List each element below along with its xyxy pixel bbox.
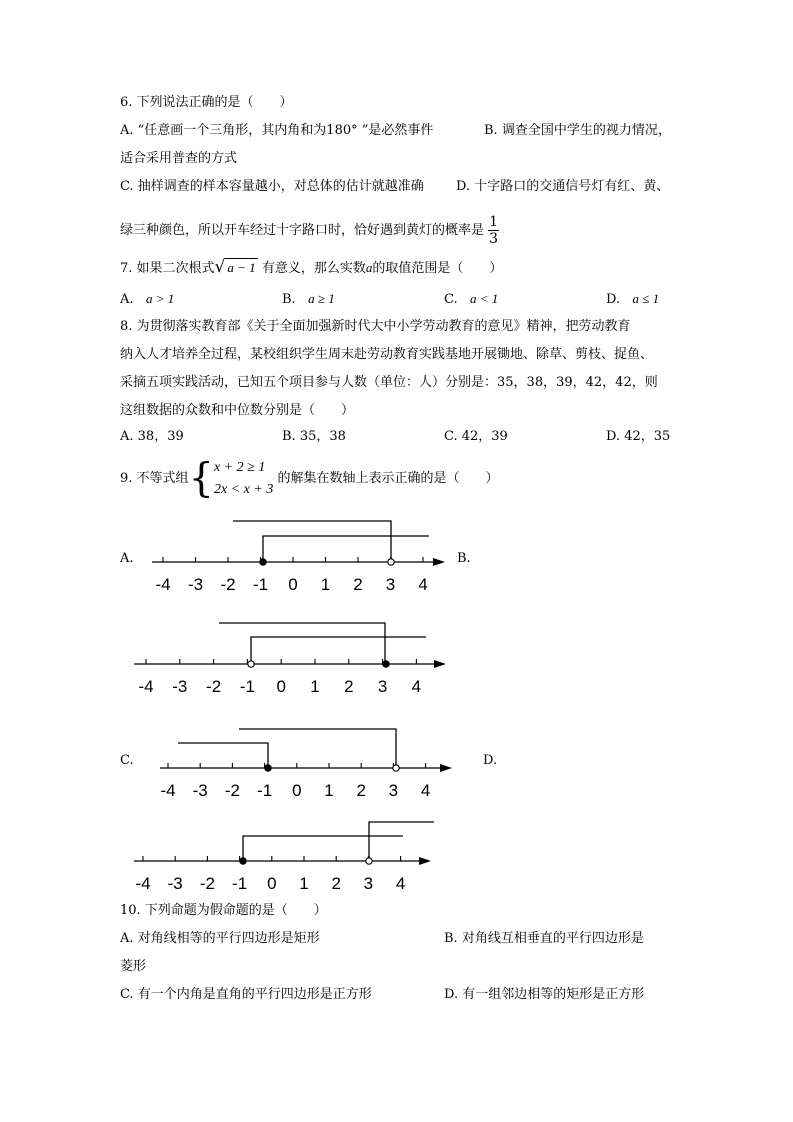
tick-label: -1: [257, 781, 273, 800]
q6-option-c: C. 抽样调查的样本容量越小，对总体的估计就越准确: [120, 179, 424, 194]
tick-label: 3: [363, 874, 374, 893]
q9-prefix: 9. 不等式组: [120, 471, 189, 486]
tick-label: 0: [288, 575, 298, 594]
tick-label: 4: [418, 575, 428, 594]
solution-bracket: [369, 822, 434, 861]
solution-bracket: [219, 623, 385, 664]
tick-label: -4: [155, 575, 171, 594]
tick-label: -1: [232, 874, 248, 893]
q8-option-c: C. 42，39: [444, 429, 508, 444]
arrow-right-icon: [440, 764, 452, 772]
q8-line-4: 这组数据的众数和中位数分别是（ ）: [120, 403, 355, 418]
hollow-dot-icon: [248, 661, 254, 667]
tick-label: 2: [344, 677, 354, 696]
q7-stem-c: 的取值范围是（ ）: [372, 261, 503, 276]
q7-option-b: B. a ≥ 1: [282, 291, 335, 307]
solid-dot-icon: [260, 559, 266, 565]
tick-label: -4: [135, 874, 151, 893]
solution-bracket: [263, 536, 429, 562]
solution-bracket: [251, 637, 426, 664]
q7-stem-b: 有意义，那么实数: [261, 261, 366, 276]
q10-option-a: A. 对角线相等的平行四边形是矩形: [120, 931, 320, 946]
hollow-dot-icon: [388, 559, 394, 565]
tick-label: 4: [411, 677, 422, 696]
tick-label: -4: [160, 781, 176, 800]
solution-bracket: [239, 729, 396, 768]
tick-label: 0: [276, 677, 286, 696]
q9-label-b: B.: [457, 551, 471, 566]
q6-option-d-cont: [120, 214, 499, 247]
q9-label-a: A.: [120, 551, 134, 566]
q7-option-a: A. a > 1: [120, 291, 175, 307]
tick-label: -2: [199, 874, 215, 893]
fraction-numerator: 1: [489, 214, 499, 230]
q8-option-d: D. 42，35: [606, 429, 671, 444]
sqrt-icon: √: [214, 257, 226, 277]
tick-label: -3: [187, 575, 204, 594]
tick-label: 1: [324, 781, 334, 800]
solution-bracket: [178, 743, 268, 768]
q6-option-a: A. “任意画一个三角形，其内角和为180° ”是必然事件: [120, 123, 434, 138]
solution-bracket: [243, 836, 403, 861]
tick-label: 1: [299, 874, 309, 893]
q8-option-a: A. 38，39: [120, 429, 184, 444]
q10-option-b-cont: 菱形: [120, 959, 147, 974]
solid-dot-icon: [265, 765, 271, 771]
arrow-right-icon: [433, 558, 445, 566]
arrow-right-icon: [434, 660, 446, 668]
q6-option-d-text: 绿三种颜色，所以开车经过十字路口时，恰好遇到黄灯的概率是: [120, 223, 485, 238]
tick-label: 2: [331, 874, 341, 893]
q10-option-b: B. 对角线互相垂直的平行四边形是: [444, 931, 644, 946]
brace-icon: {: [188, 455, 214, 502]
tick-label: 3: [377, 677, 388, 696]
tick-label: 0: [292, 781, 302, 800]
tick-label: 1: [310, 677, 320, 696]
q6-stem: 6. 下列说法正确的是（ ）: [120, 95, 293, 110]
tick-label: -1: [252, 575, 269, 594]
tick-label: -2: [206, 677, 222, 696]
tick-label: -2: [224, 781, 240, 800]
tick-label: 1: [320, 575, 331, 594]
q7-variable: a: [365, 260, 373, 275]
q7-stem-a: 7. 如果二次根式: [120, 261, 215, 276]
tick-label: -3: [192, 781, 208, 800]
tick-label: 2: [353, 575, 363, 594]
q10-option-c: C. 有一个内角是直角的平行四边形是正方形: [120, 987, 372, 1002]
q9-label-d: D.: [483, 753, 498, 768]
inequality-1: x + 2 ≥ 1: [214, 459, 266, 475]
q9-suffix: 的解集在数轴上表示正确的是（ ）: [277, 471, 499, 486]
solid-dot-icon: [240, 858, 246, 864]
q8-line-3: 采摘五项实践活动，已知五个项目参与人数（单位：人）分别是：35，38，39，42，42，则: [120, 375, 658, 390]
q7-radicand: a − 1: [227, 260, 256, 275]
tick-label: -3: [167, 874, 183, 893]
q10-stem: 10. 下列命题为假命题的是（ ）: [120, 903, 327, 918]
q6-option-b: B. 调查全国中学生的视力情况，: [484, 123, 671, 138]
q7-option-d: D. a ≤ 1: [606, 291, 660, 307]
tick-label: -1: [239, 677, 255, 696]
q8-option-b: B. 35，38: [282, 429, 346, 444]
tick-label: 2: [356, 781, 366, 800]
tick-label: 3: [385, 575, 396, 594]
q7-option-c: C. a < 1: [444, 291, 499, 307]
q8-line-2: 纳入人才培养全过程，某校组织学生周末赴劳动教育实践基地开展锄地、除草、剪枝、捉鱼、: [120, 347, 654, 362]
solution-bracket: [233, 521, 391, 562]
q9-label-c: C.: [120, 753, 134, 768]
probability-fraction: [488, 214, 499, 247]
tick-label: 3: [388, 781, 399, 800]
tick-label: 4: [420, 781, 431, 800]
q6-option-d: D. 十字路口的交通信号灯有红、黄、: [456, 179, 670, 194]
arrow-right-icon: [419, 857, 431, 865]
tick-label: 4: [395, 874, 406, 893]
tick-label: 0: [267, 874, 277, 893]
inequality-2: 2x < x + 3: [214, 481, 274, 497]
tick-label: -2: [220, 575, 236, 594]
q6-option-b-cont: 适合采用普查的方式: [120, 151, 238, 166]
inequality-system: [214, 457, 273, 501]
tick-label: -3: [172, 677, 188, 696]
fraction-denominator: 3: [489, 231, 499, 247]
q10-option-d: D. 有一组邻边相等的矩形是正方形: [444, 987, 645, 1002]
q9-stem: [120, 455, 498, 503]
hollow-dot-icon: [393, 765, 399, 771]
hollow-dot-icon: [366, 858, 372, 864]
solid-dot-icon: [383, 661, 389, 667]
tick-label: -4: [138, 677, 154, 696]
q7-stem: [120, 258, 502, 278]
q8-line-1: 8. 为贯彻落实教育部《关于全面加强新时代大中小学劳动教育的意见》精神，把劳动教育: [120, 319, 631, 334]
